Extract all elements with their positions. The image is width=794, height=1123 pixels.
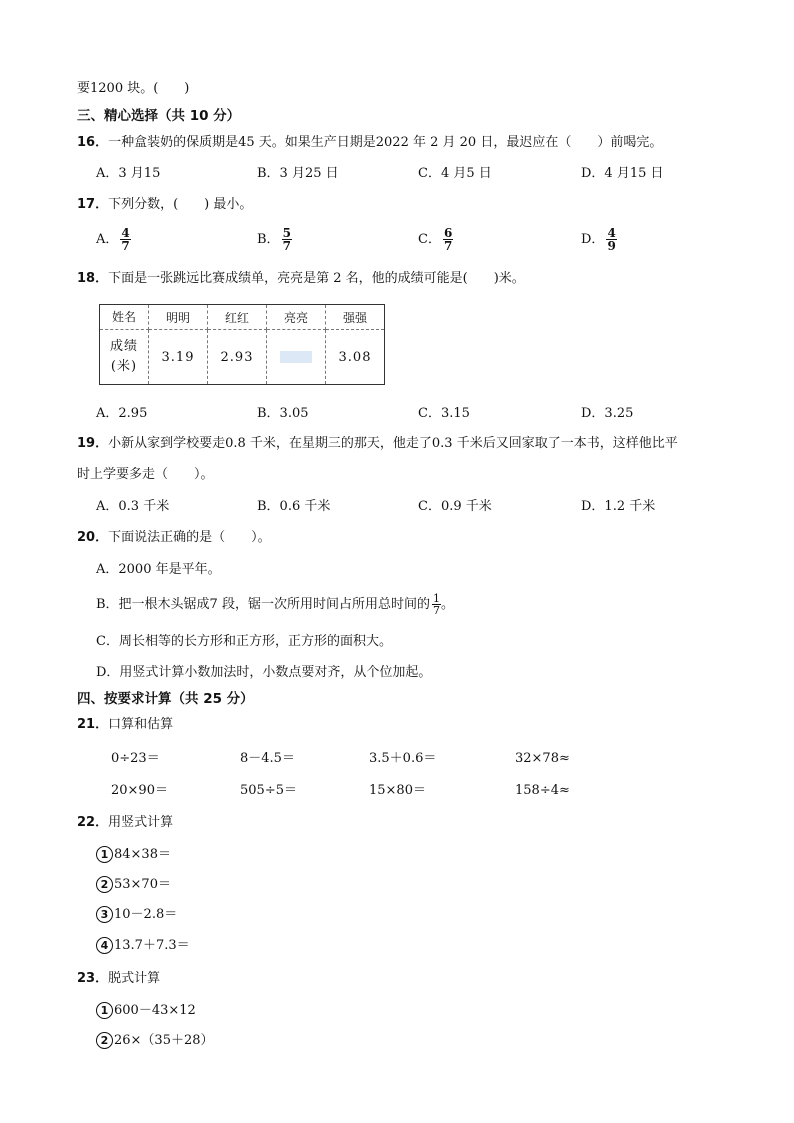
oral-calc-item: 32×78≈ <box>515 751 570 766</box>
fraction-numerator: 4 <box>121 226 130 240</box>
vertical-calc-item <box>96 876 171 894</box>
fraction-numerator: 5 <box>282 226 291 240</box>
vertical-calc-item <box>96 906 177 924</box>
fraction-denominator: 7 <box>443 239 453 253</box>
q18-option-d[interactable]: D．3.25 <box>581 406 634 421</box>
question-number: 17． <box>77 197 109 212</box>
q17-option-c[interactable] <box>418 226 453 254</box>
fraction-numerator: 4 <box>607 226 616 240</box>
calc-expression: 600－43×12 <box>114 1003 196 1018</box>
question-text: 脱式计算 <box>108 971 161 986</box>
header-honghong: 红红 <box>208 305 267 330</box>
oral-calc-item: 158÷4≈ <box>515 783 570 798</box>
step-calc-item <box>96 1032 214 1050</box>
option-text-end: 。 <box>440 597 454 612</box>
score-mingming: 3.19 <box>149 330 208 385</box>
option-label: D． <box>581 232 605 247</box>
oral-calc-item: 8－4.5＝ <box>240 751 295 766</box>
row-label-line2: (米) <box>110 359 138 374</box>
question-16 <box>77 134 662 152</box>
q17-option-a[interactable] <box>96 226 131 254</box>
q20-option-c[interactable]: C．周长相等的长方形和正方形，正方形的面积大。 <box>96 634 392 649</box>
q16-option-d[interactable]: D．4 月15 日 <box>581 166 664 181</box>
question-19-line2: 时上学要多走（ ）。 <box>77 467 214 482</box>
oral-calc-item: 15×80＝ <box>369 783 426 798</box>
question-18 <box>77 270 525 288</box>
oral-calc-item: 505÷5＝ <box>240 783 297 798</box>
option-label: B． <box>257 232 280 247</box>
section-three-heading: 三、精心选择（共 10 分） <box>77 108 241 124</box>
fraction-denominator: 7 <box>121 239 130 253</box>
score-qiangqiang: 3.08 <box>326 330 385 385</box>
q20-option-a[interactable]: A．2000 年是平年。 <box>96 562 221 577</box>
score-table <box>99 304 385 385</box>
fraction <box>120 227 130 252</box>
fraction-numerator: 6 <box>443 226 453 240</box>
header-qiangqiang: 强强 <box>326 305 385 330</box>
circled-number: 1 <box>96 1002 113 1019</box>
question-17 <box>77 196 252 214</box>
oral-calc-item: 0÷23＝ <box>111 751 160 766</box>
question-23 <box>77 970 160 988</box>
row-label <box>100 330 149 385</box>
q16-option-b[interactable]: B．3 月25 日 <box>257 166 339 181</box>
q16-option-a[interactable]: A．3 月15 <box>96 166 161 181</box>
option-label: A． <box>96 232 119 247</box>
fraction <box>443 227 453 252</box>
q20-option-b[interactable] <box>96 590 454 620</box>
calc-expression: 13.7＋7.3＝ <box>114 938 190 953</box>
fraction-numerator: 1 <box>432 592 440 605</box>
intro-line: 要1200 块。( ) <box>77 81 190 96</box>
q19-option-b[interactable]: B．0.6 千米 <box>257 499 331 514</box>
q17-option-b[interactable] <box>257 226 292 254</box>
question-text: 小新从家到学校要走0.8 千米，在星期三的那天，他走了0.3 千米后又回家取了一本书，这样他比平 <box>108 436 678 451</box>
question-text: 下列分数，( ) 最小。 <box>108 197 253 212</box>
question-text: 用竖式计算 <box>108 815 174 830</box>
option-text: B．把一根木头锯成7 段，锯一次所用时间占所用总时间的 <box>96 597 430 612</box>
q19-option-c[interactable]: C．0.9 千米 <box>418 499 492 514</box>
circled-number: 3 <box>96 906 113 923</box>
calc-expression: 26×（35＋28） <box>114 1033 214 1048</box>
header-name: 姓名 <box>100 305 149 330</box>
q20-option-d[interactable]: D．用竖式计算小数加法时，小数点要对齐，从个位加起。 <box>96 665 432 680</box>
question-text: 一种盒装奶的保质期是45 天。如果生产日期是2022 年 2 月 20 日，最迟应在（ ）前喝完。 <box>108 135 663 150</box>
oral-calc-item: 3.5＋0.6＝ <box>369 751 437 766</box>
q18-option-a[interactable]: A．2.95 <box>96 406 148 421</box>
fraction-denominator: 7 <box>432 604 440 617</box>
section-four-heading: 四、按要求计算（共 25 分） <box>77 691 254 707</box>
question-text: 下面说法正确的是（ ）。 <box>108 530 271 545</box>
calc-expression: 53×70＝ <box>114 877 171 892</box>
circled-number: 2 <box>96 1032 113 1049</box>
question-number: 19． <box>77 436 109 451</box>
question-19 <box>77 435 678 453</box>
q16-option-c[interactable]: C．4 月5 日 <box>418 166 492 181</box>
score-honghong: 2.93 <box>208 330 267 385</box>
q19-option-a[interactable]: A．0.3 千米 <box>96 499 170 514</box>
q18-option-c[interactable]: C．3.15 <box>418 406 470 421</box>
fraction <box>606 227 616 252</box>
row-label-line1: 成绩 <box>109 339 138 354</box>
step-calc-item <box>96 1002 196 1020</box>
question-number: 21． <box>77 717 109 732</box>
question-number: 18． <box>77 271 109 286</box>
question-21 <box>77 716 173 734</box>
header-mingming: 明明 <box>149 305 208 330</box>
circled-number: 1 <box>96 846 113 863</box>
score-liangliang <box>267 330 326 385</box>
fraction <box>282 227 292 252</box>
blank-cell <box>280 351 312 363</box>
q17-option-d[interactable] <box>581 226 617 254</box>
circled-number: 2 <box>96 876 113 893</box>
fraction <box>432 593 441 616</box>
oral-calc-item: 20×90＝ <box>111 783 168 798</box>
question-20 <box>77 529 271 547</box>
calc-expression: 84×38＝ <box>114 847 171 862</box>
question-number: 16． <box>77 135 109 150</box>
circled-number: 4 <box>96 937 113 954</box>
question-number: 22． <box>77 815 109 830</box>
question-text: 口算和估算 <box>108 717 174 732</box>
fraction-denominator: 7 <box>282 239 291 253</box>
header-liangliang: 亮亮 <box>267 305 326 330</box>
question-number: 20． <box>77 530 109 545</box>
q19-option-d[interactable]: D．1.2 千米 <box>581 499 656 514</box>
option-label: C． <box>418 232 441 247</box>
question-number: 23． <box>77 971 109 986</box>
question-text: 下面是一张跳远比赛成绩单，亮亮是第 2 名，他的成绩可能是( )米。 <box>108 271 525 286</box>
vertical-calc-item <box>96 937 190 955</box>
vertical-calc-item <box>96 846 171 864</box>
calc-expression: 10－2.8＝ <box>114 907 178 922</box>
fraction-denominator: 9 <box>607 239 616 253</box>
q18-option-b[interactable]: B．3.05 <box>257 406 309 421</box>
question-22 <box>77 814 173 832</box>
